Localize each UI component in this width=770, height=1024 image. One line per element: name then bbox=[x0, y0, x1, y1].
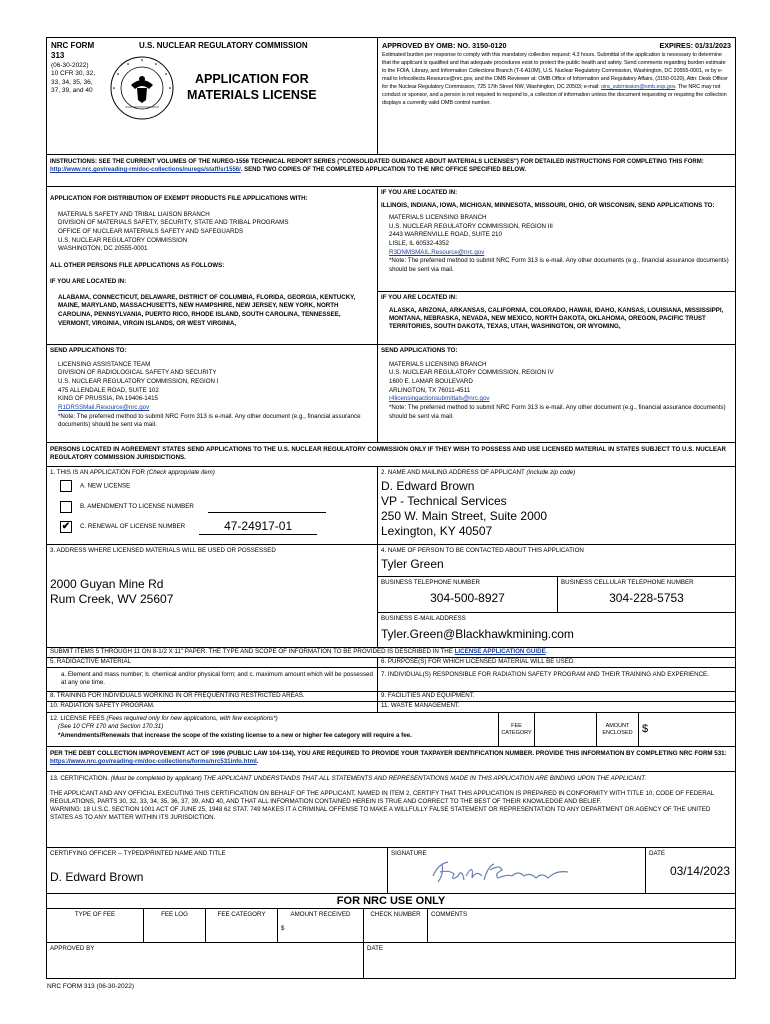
signature-image[interactable] bbox=[428, 856, 608, 888]
item1-label: 1. THIS IS AN APPLICATION FOR bbox=[50, 469, 146, 476]
email-input[interactable]: Tyler.Green@Blackhawkmining.com bbox=[381, 626, 574, 641]
item-3 bbox=[47, 545, 377, 647]
header-left bbox=[47, 38, 377, 154]
form-title: APPLICATION FOR bbox=[194, 72, 309, 87]
signature-row bbox=[47, 847, 735, 893]
nrc-seal-icon bbox=[109, 55, 175, 121]
region1-email-link[interactable]: R1DRSSMail.Resource@nrc.gov bbox=[58, 404, 150, 412]
region3-email-link[interactable]: R3DNMSMAIL.Resource@nrc.gov bbox=[389, 248, 485, 256]
form531-link[interactable]: https://www.nrc.gov/reading-rm/doc-collections/forms/nrc531info.html bbox=[50, 758, 257, 766]
send-to-heading: SEND APPLICATIONS TO: bbox=[50, 347, 127, 354]
send-to-heading: SEND APPLICATIONS TO: bbox=[381, 347, 458, 354]
officer-cell bbox=[47, 848, 387, 893]
fee-category-col-label: FEE CATEGORY bbox=[205, 909, 277, 942]
burden-email-link[interactable]: oira_submission@omb.eop.gov bbox=[600, 83, 675, 90]
items-10-11 bbox=[47, 701, 735, 712]
submit-text: SUBMIT ITEMS 5 THROUGH 11 ON 8-1/2 X 11" PAPER. THE TYPE AND SCOPE OF INFORMATION TO BE PROVIDED IS DESCRIBED IN THE bbox=[50, 648, 453, 655]
address-line: KING OF PRUSSIA, PA 19406-1415 bbox=[58, 395, 158, 403]
applicant-address-input[interactable] bbox=[381, 479, 732, 539]
nureg-link[interactable]: http://www.nrc.gov/reading-rm/doc-collections/nuregs/staff/sr1556/ bbox=[50, 167, 241, 174]
item2-label: 2. NAME AND MAILING ADDRESS OF APPLICANT bbox=[381, 469, 525, 476]
item12-text bbox=[47, 713, 498, 746]
form-title: MATERIALS LICENSE bbox=[187, 88, 317, 102]
email-note: *Note: The preferred method to submit NRC Form 313 is e-mail. Any other documents (e.g., financial assurance documents) should be sent via mail. bbox=[389, 257, 729, 274]
nrc-use-header bbox=[47, 893, 735, 908]
burden-text: Estimated burden per response to comply with this mandatory collection request: 4.3 hours. Submittal of the application is necessary to determine that the applicant is qualified and that adequate procedures exist to protect the public health and safety. Send comments regarding burden estimate to the FOIA, Library, and Information Collections Branch (T-6 A10M), U.S. Nuclear Regulatory Commission, Washington, DC 20555-0001, or by e-mail to Infocollects.Resource@nrc.gov, and the OMB Reviewer at: OMB Office of Information and Regulatory Affairs, (3150-0120), Attn: Desk Officer for the Nuclear Regulatory Commission, 725 17th Street NW, Washington, DC 20503; e-mail: bbox=[382, 52, 728, 90]
amount-dollar: $ bbox=[281, 924, 285, 932]
cfr-line: 10 CFR 30, 32, bbox=[51, 70, 96, 78]
address-line: 2443 WARRENVILLE ROAD, SUITE 210 bbox=[389, 231, 502, 239]
address-line: MATERIALS SAFETY AND TRIBAL LIAISON BRANCH bbox=[58, 210, 210, 218]
cell-label: BUSINESS CELLULAR TELEPHONE NUMBER bbox=[561, 579, 694, 586]
item-1 bbox=[47, 467, 377, 544]
cert-text bbox=[47, 772, 735, 847]
renewal-checkbox[interactable]: ✔ bbox=[61, 520, 71, 532]
item-4 bbox=[377, 545, 735, 647]
right-addresses bbox=[377, 187, 735, 442]
expiration-date: EXPIRES: 01/31/2023 bbox=[659, 41, 731, 50]
if-located-heading: IF YOU ARE LOCATED IN: bbox=[50, 277, 127, 285]
type-of-fee-label: TYPE OF FEE bbox=[74, 911, 116, 918]
item12-amend: *Amendments/Renewals that increase the scope of the existing license to a new or higher fee category will require a fee. bbox=[58, 731, 412, 739]
cert-hint: (Must be completed by applicant) bbox=[110, 775, 202, 782]
debt-collection bbox=[47, 746, 735, 771]
cert-body: THE APPLICANT AND ANY OFFICIAL EXECUTING THIS CERTIFICATION ON BEHALF OF THE APPLICANT, NAMED IN ITEM 2, CERTIFY THAT THIS APPLICATION IS PREPARED IN CONFORMITY WITH TITLE 10, CODE OF FEDERAL REGULATIONS, PARTS 30, 32, 33, 34, 35, 36, 37, 39, AND 40, AND THAT ALL INFORMATION CONTAINED HEREIN IS TRUE AND CORRECT TO THE BEST OF THEIR KNOWLEDGE AND BELIEF. bbox=[50, 790, 715, 806]
all-other-heading: ALL OTHER PERSONS FILE APPLICATIONS AS FOLLOWS: bbox=[50, 262, 225, 270]
comments-label: COMMENTS bbox=[427, 909, 735, 942]
agency-name: U.S. NUCLEAR REGULATORY COMMISSION bbox=[139, 41, 308, 50]
address-line: OFFICE OF NUCLEAR MATERIALS SAFETY AND SAFEGUARDS bbox=[58, 228, 244, 236]
cert-label: 13. CERTIFICATION. bbox=[50, 775, 109, 782]
address-line: 1600 E. LAMAR BOULEVARD bbox=[389, 378, 473, 386]
signature-label: SIGNATURE bbox=[391, 850, 427, 857]
debt-end: . bbox=[256, 758, 259, 766]
if-located-heading: IF YOU ARE LOCATED IN: bbox=[381, 294, 458, 301]
amount-enclosed-label: AMOUNT ENCLOSED bbox=[596, 713, 638, 746]
address-block bbox=[47, 186, 735, 442]
left-addresses bbox=[47, 187, 377, 442]
use-location-input[interactable] bbox=[50, 577, 374, 607]
items-5a-7 bbox=[47, 667, 735, 691]
location-line: Rum Creek, WV 25607 bbox=[50, 591, 174, 606]
fee-category-label: FEE CATEGORY bbox=[498, 713, 534, 746]
certification bbox=[47, 771, 735, 847]
address-line: LICENSING ASSISTANCE TEAM bbox=[58, 360, 151, 368]
instructions-end: . SEND TWO COPIES OF THE COMPLETED APPLICATION TO THE NRC OFFICE SPECIFIED BELOW. bbox=[240, 167, 527, 174]
item1-hint: (Check appropriate item) bbox=[146, 469, 215, 476]
address-line: 475 ALLENDALE ROAD, SUITE 102 bbox=[58, 386, 159, 394]
if-located-heading: IF YOU ARE LOCATED IN: bbox=[381, 189, 458, 196]
item10-label: 10. RADIATION SAFETY PROGRAM. bbox=[50, 702, 155, 709]
cert-warning: WARNING: 18 U.S.C. SECTION 1001 ACT OF JUNE 25, 1948 62 STAT. 749 MAKES IT A CRIMINAL OFFENSE TO MAKE A WILLFULLY FALSE STATEMENT OR REPRESENTATION TO ANY DEPARTMENT OR AGENCY OF THE UNITED STATES AS TO ANY MATTER WITHIN ITS JURISDICTION. bbox=[50, 806, 711, 822]
date-cell bbox=[645, 848, 735, 893]
cert-understands: THE APPLICANT UNDERSTANDS THAT ALL STATEMENTS AND REPRESENTATIONS MADE IN THIS APPLICATION ARE BINDING UPON THE APPLICANT. bbox=[203, 775, 647, 782]
address-line: U.S. NUCLEAR REGULATORY COMMISSION, REGION I bbox=[58, 378, 219, 386]
item6-label: 6. PURPOSE(S) FOR WHICH LICENSED MATERIAL WILL BE USED. bbox=[377, 658, 735, 667]
form-header bbox=[47, 38, 735, 154]
amount-enclosed-input[interactable] bbox=[638, 713, 735, 746]
location-line: 2000 Guyan Mine Rd bbox=[50, 576, 164, 591]
items-8-9 bbox=[47, 691, 735, 701]
check-number-label: CHECK NUMBER bbox=[363, 909, 427, 942]
items-1-2 bbox=[47, 466, 735, 544]
submit-end: . bbox=[545, 648, 548, 655]
item8-label: 8. TRAINING FOR INDIVIDUALS WORKING IN OR FREQUENTING RESTRICTED AREAS. bbox=[50, 692, 305, 699]
amendment-label: B. AMENDMENT TO LICENSE NUMBER bbox=[80, 502, 194, 510]
phone-input[interactable]: 304-500-8927 bbox=[430, 590, 505, 605]
applicant-line: D. Edward Brown bbox=[381, 478, 475, 493]
form-number: NRC FORM 313 bbox=[51, 41, 95, 61]
amount-received-cell bbox=[277, 909, 363, 942]
date-input[interactable]: 03/14/2023 bbox=[669, 863, 730, 878]
instructions bbox=[47, 154, 735, 186]
item3-label: 3. ADDRESS WHERE LICENSED MATERIALS WILL BE USED OR POSSESSED bbox=[50, 547, 276, 554]
exempt-heading: APPLICATION FOR DISTRIBUTION OF EXEMPT PRODUCTS FILE APPLICATIONS WITH: bbox=[50, 195, 308, 202]
renewal-label: C. RENEWAL OF LICENSE NUMBER bbox=[80, 522, 186, 530]
address-line: WASHINGTON, DC 20555-0001 bbox=[58, 245, 148, 253]
debt-text bbox=[47, 747, 735, 771]
item2-hint: (Include zip code) bbox=[526, 469, 576, 476]
address-line: DIVISION OF RADIOLOGICAL SAFETY AND SECURITY bbox=[58, 369, 217, 377]
officer-name-input[interactable]: D. Edward Brown bbox=[50, 869, 144, 884]
approved-by-label: APPROVED BY bbox=[50, 945, 95, 952]
cfr-line: 33, 34, 35, 36, bbox=[51, 78, 93, 86]
address-line: U.S. NUCLEAR REGULATORY COMMISSION, REGION IV bbox=[389, 369, 554, 377]
new-license-checkbox[interactable] bbox=[60, 480, 72, 492]
item11-label: 11. WASTE MANAGEMENT. bbox=[377, 702, 735, 712]
email-note: *Note: The preferred method to submit NRC Form 313 is e-mail. Any other document (e.g., financial assurance documents) should be sent via mail. bbox=[58, 412, 361, 429]
item-12 bbox=[47, 712, 735, 746]
items-3-4 bbox=[47, 544, 735, 647]
applicant-line: 250 W. Main Street, Suite 2000 bbox=[381, 508, 548, 523]
item9-label: 9. FACILITIES AND EQUIPMENT. bbox=[377, 692, 735, 701]
region3-states: ILLINOIS, INDIANA, IOWA, MICHIGAN, MINNESOTA, MISSOURI, OHIO, OR WISCONSIN, SEND APPLICATIONS TO: bbox=[381, 201, 715, 209]
footer-form-number: NRC FORM 313 (06-30-2022) bbox=[47, 983, 135, 990]
debt-main: PER THE DEBT COLLECTION IMPROVEMENT ACT OF 1996 (PUBLIC LAW 104-134), YOU ARE REQUIRED TO PROVIDE YOUR TAXPAYER IDENTIFICATION NUMBER. PROVIDE THIS INFORMATION BY COMPLETING NRC FORM 531: bbox=[50, 750, 727, 757]
cell-input[interactable]: 304-228-5753 bbox=[609, 590, 684, 605]
address-line: MATERIALS LICENSING BRANCH bbox=[389, 360, 487, 368]
officer-label: CERTIFYING OFFICER -- TYPED/PRINTED NAME AND TITLE bbox=[50, 850, 226, 857]
license-guide-link[interactable]: LICENSE APPLICATION GUIDE bbox=[454, 648, 546, 655]
email-note: *Note: The preferred method to submit NRC Form 313 is e-mail. Any other document (e.g., financial assurance documents) should be sent via mail. bbox=[389, 404, 726, 420]
items-5-6 bbox=[47, 657, 735, 667]
new-license-label: A. NEW LICENSE bbox=[80, 482, 131, 490]
header-right bbox=[377, 38, 735, 154]
item12-label: 12. LICENSE FEES bbox=[50, 715, 105, 722]
form-date: (06-30-2022) bbox=[51, 61, 89, 69]
region1-states: ALABAMA, CONNECTICUT, DELAWARE, DISTRICT OF COLUMBIA, FLORIDA, GEORGIA, KENTUCKY, MAINE, MARYLAND, MASSACHUSETTS, NEW HAMPSHIRE, NEW JERSEY, NEW YORK, NORTH CAROLINA, PENNSYLVANIA, PUERTO RICO, RHODE ISLAND, SOUTH CAROLINA, TENNESSEE, VERMONT, VIRGINIA, VIRGIN ISLANDS, OR WEST VIRGINIA, bbox=[58, 293, 356, 327]
phone-label: BUSINESS TELEPHONE NUMBER bbox=[381, 579, 480, 586]
renewal-license-input[interactable]: 47-24917-01 bbox=[199, 519, 317, 535]
address-line: MATERIALS LICENSING BRANCH bbox=[389, 214, 487, 222]
instructions-main: INSTRUCTIONS: SEE THE CURRENT VOLUMES OF THE NUREG-1556 TECHNICAL REPORT SERIES ("CONSOLIDATED GUIDANCE ABOUT MATERIALS LICENSES") FOR DETAILED INSTRUCTIONS FOR COMPLETING THIS FORM: bbox=[50, 159, 704, 165]
amendment-checkbox[interactable] bbox=[60, 501, 72, 513]
item5-label: 5. RADIOACTIVE MATERIAL bbox=[50, 658, 132, 665]
agreement-states bbox=[47, 442, 735, 466]
item4-label: 4. NAME OF PERSON TO BE CONTACTED ABOUT THIS APPLICATION bbox=[381, 547, 584, 554]
agreement-text: PERSONS LOCATED IN AGREEMENT STATES SEND APPLICATIONS TO THE U.S. NUCLEAR REGULATORY COMMISSION ONLY IF THEY WISH TO POSSESS AND USE LICENSED MATERIAL IN STATES SUBJECT TO U.S. NUCLEAR REGULATORY COMMISSION JURISDICTIONS. bbox=[50, 446, 726, 462]
dollar-sign: $ bbox=[642, 722, 649, 735]
burden-text-end: . The NRC may not conduct or sponsor, and a person is not required to respond to, a collection of information unless the document requesting or requiring the collection displays a currently valid OMB control number. bbox=[382, 83, 727, 106]
item12-see: (See 10 CFR 170 and Section 170.31) bbox=[58, 723, 164, 731]
region4-states: ALASKA, ARIZONA, ARKANSAS, CALIFORNIA, COLORADO, HAWAII, IDAHO, KANSAS, LOUISIANA, MISSISSIPPI, MONTANA, NEBRASKA, NEVADA, NEW MEXICO, NORTH DAKOTA, OKLAHOMA, OREGON, PACIFIC TRUST TERRITORIES, SOUTH DAKOTA, TEXAS, UTAH, WASHINGTON, OR WYOMING, bbox=[389, 306, 724, 331]
amendment-license-input[interactable] bbox=[208, 501, 326, 513]
approval-date-label: DATE bbox=[363, 943, 735, 978]
omb-number: APPROVED BY OMB: NO. 3150-0120 bbox=[382, 41, 507, 50]
nrc-use-fields bbox=[47, 908, 735, 942]
item5a-text: a. Element and mass number; b. chemical and/or physical form; and c. maximum amount which will be possessed at any one time. bbox=[61, 671, 373, 687]
item12-hint: (Fees required only for new applications, with few exceptions*) bbox=[106, 715, 278, 722]
nrc-use-title: FOR NRC USE ONLY bbox=[336, 895, 446, 907]
cfr-line: 37, 39, and 40 bbox=[51, 87, 93, 95]
item7-label: 7. INDIVIDUAL(S) RESPONSIBLE FOR RADIATION SAFETY PROGRAM AND THEIR TRAINING AND EXPERIENCE. bbox=[377, 668, 735, 691]
submit-items bbox=[47, 647, 735, 657]
region4-email-link[interactable]: r4licensingactionsubmittals@nrc.gov bbox=[389, 395, 490, 403]
contact-name-input[interactable]: Tyler Green bbox=[381, 556, 444, 571]
address-line: U.S. NUCLEAR REGULATORY COMMISSION bbox=[58, 236, 188, 244]
applicant-line: VP - Technical Services bbox=[381, 493, 507, 508]
date-label: DATE bbox=[649, 850, 666, 857]
fee-log-label: FEE LOG bbox=[143, 909, 205, 942]
email-label: BUSINESS E-MAIL ADDRESS bbox=[381, 615, 466, 622]
applicant-line: Lexington, KY 40507 bbox=[381, 523, 493, 538]
amount-received-label: AMOUNT RECEIVED bbox=[290, 911, 351, 918]
signature-cell bbox=[387, 848, 645, 893]
instructions-text bbox=[47, 155, 735, 186]
address-line: LISLE, IL 60532-4352 bbox=[389, 240, 449, 248]
address-line: DIVISION OF MATERIALS SAFETY, SECURITY, STATE AND TRIBAL PROGRAMS bbox=[58, 219, 289, 227]
fee-category-input[interactable] bbox=[534, 713, 596, 746]
submit-items-text bbox=[47, 648, 735, 657]
approval-row bbox=[47, 942, 735, 978]
item-2 bbox=[377, 467, 735, 544]
burden-statement bbox=[382, 52, 731, 108]
address-line: ARLINGTON, TX 76011-4511 bbox=[389, 386, 471, 394]
address-line: U.S. NUCLEAR REGULATORY COMMISSION, REGION III bbox=[389, 222, 553, 230]
application-form bbox=[46, 37, 736, 979]
